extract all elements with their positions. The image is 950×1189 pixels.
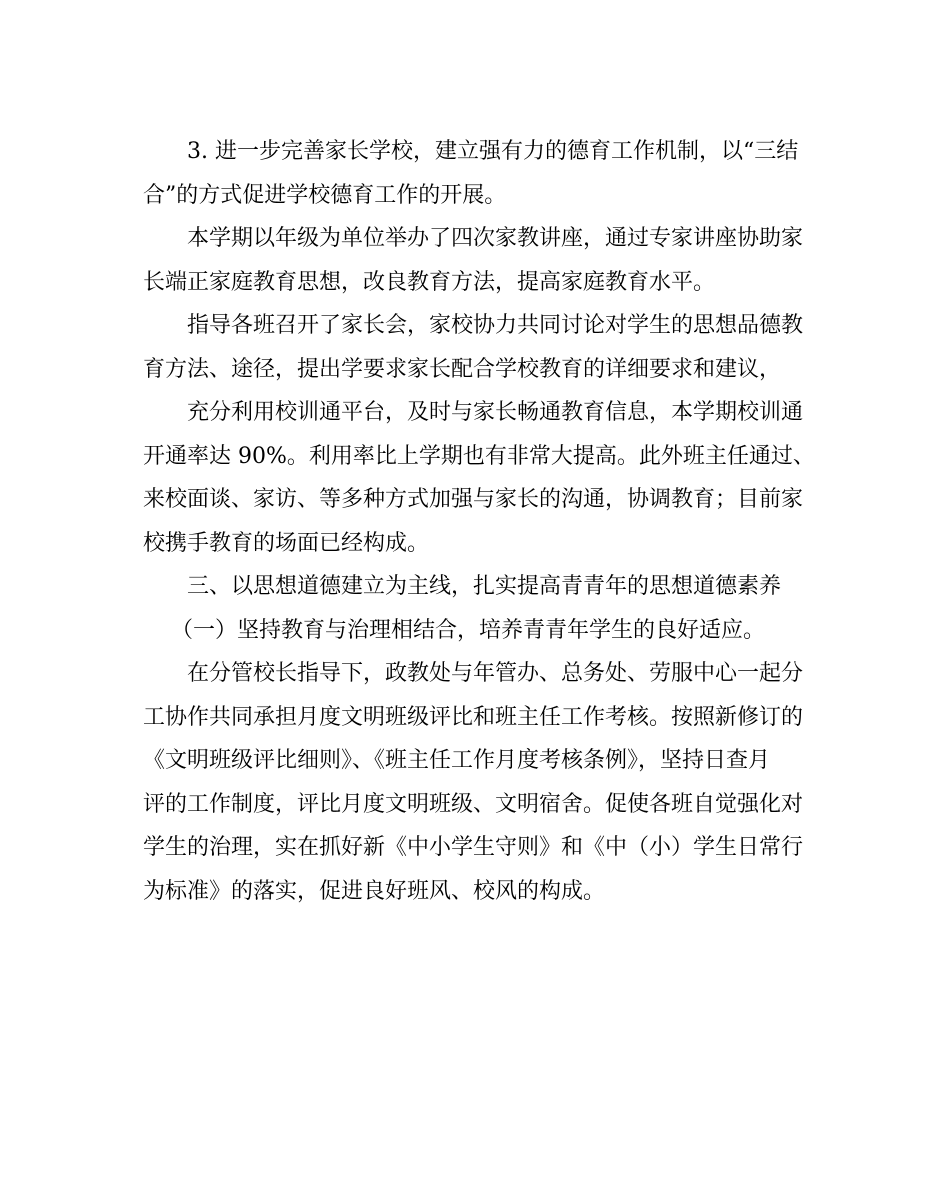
paragraph-2: [143, 217, 813, 304]
document-body: [143, 130, 813, 913]
section-heading-text: 三、以思想道德建立为主线，扎实提高青青年的思想道德素养: [187, 574, 782, 599]
paragraph-7-line-5: 学生的治理，实在抓好新《中小学生守则》和《中（小）学生日常行: [143, 835, 804, 860]
paragraph-3: [143, 304, 813, 391]
paragraph-2-line-1: 本学期以年级为单位举办了四次家教讲座，通过专家讲座协助家: [187, 226, 804, 251]
paragraph-7-line-1: 在分管校长指导下，政教处与年管办、总务处、劳服中心一起分: [187, 661, 804, 686]
paragraph-3-line-2: 育方法、途径，提出学要求家长配合学校教育的详细要求和建议，: [143, 356, 782, 382]
paragraph-4-line-3: 来校面谈、家访、等多种方式加强与家长的沟通，协调教育；目前家: [143, 487, 804, 512]
paragraph-7-line-6: 为标准》的落实，促进良好班风、校风的构成。: [143, 878, 606, 904]
section-heading: [143, 565, 813, 609]
paragraph-7: [143, 652, 813, 913]
paragraph-7-line-4: 评的工作制度，评比月度文明班级、文明宿舍。促使各班自觉强化对: [143, 791, 804, 817]
paragraph-3-line-1: 指导各班召开了家长会，家校协力共同讨论对学生的思想品德教: [187, 313, 804, 338]
paragraph-4: [143, 391, 813, 565]
paragraph-4-line-1: 充分利用校训通平台，及时与家长畅通教育信息，本学期校训通: [187, 400, 804, 425]
paragraph-7-line-2: 工协作共同承担月度文明班级评比和班主任工作考核。按照新修订的: [143, 704, 804, 730]
subsection-heading: [143, 609, 813, 653]
paragraph-2-line-2: 长端正家庭教育思想，改良教育方法，提高家庭教育水平。: [143, 269, 716, 295]
subsection-heading-text: （一）坚持教育与治理相结合，培养青青年学生的良好适应。: [171, 617, 766, 643]
paragraph-7-line-3: 《文明班级评比细则》、《班主任工作月度考核条例》，坚持日查月: [143, 748, 771, 773]
paragraph-1: [143, 130, 813, 217]
paragraph-4-line-4: 校携手教育的场面已经构成。: [143, 530, 430, 556]
paragraph-1-line-2: 合”的方式促进学校德育工作的开展。: [143, 182, 507, 208]
paragraph-4-line-2: 开通率达 90%。利用率比上学期也有非常大提高。此外班主任通过、: [143, 443, 815, 469]
paragraph-1-line-1: 3. 进一步完善家长学校，建立强有力的德育工作机制，以“三结: [187, 139, 799, 164]
